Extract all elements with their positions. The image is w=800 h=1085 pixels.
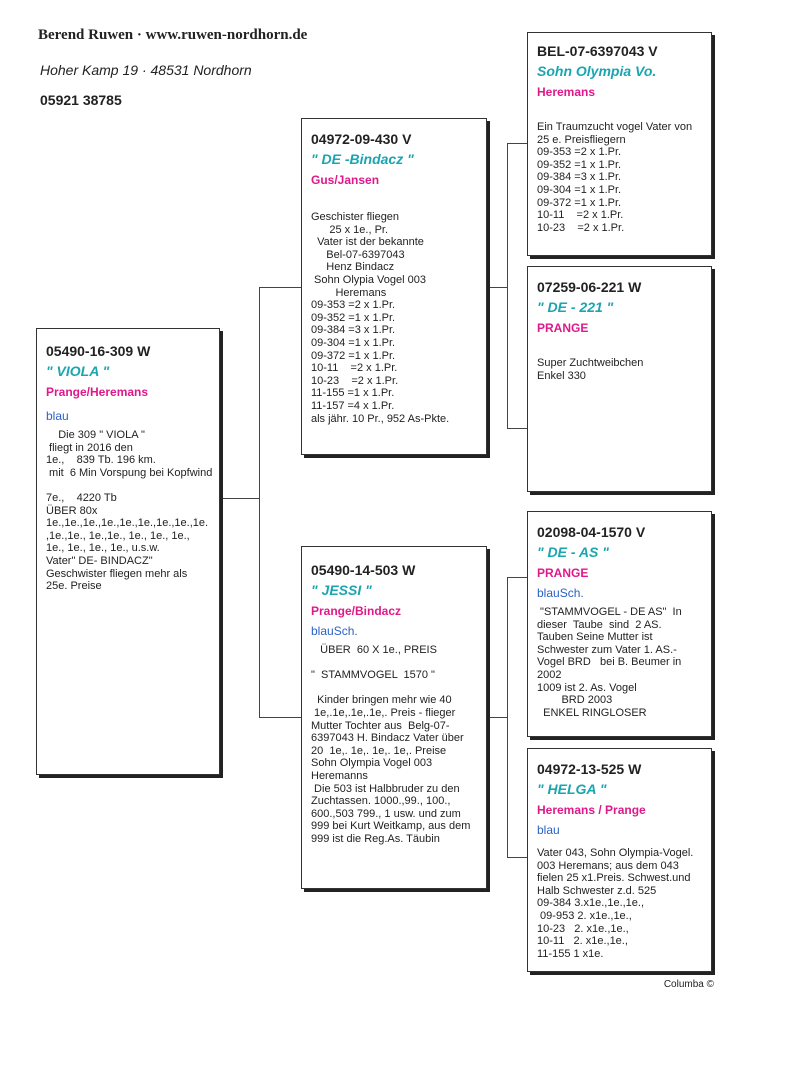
connector-to-mm xyxy=(507,857,527,858)
pigeon-name: Sohn Olympia Vo. xyxy=(537,63,657,79)
pigeon-description: "STAMMVOGEL - DE AS" In dieser Taube sind 2 AS. Tauben Seine Mutter ist Schwester zum Vater 1. AS.- Vogel BRD bei B. Beumer in 2002 1009 ist 2. As. Vogel BRD 2003 ENKEL RINGLOSER xyxy=(537,606,682,719)
pigeon-card-mother xyxy=(301,546,487,889)
connector-subject-out xyxy=(220,498,260,499)
ring-number: 07259-06-221 W xyxy=(537,279,642,295)
pigeon-card-paternal-grandmother xyxy=(527,266,712,492)
pigeon-description: Geschister fliegen 25 x 1e., Pr. Vater ist der bekannte Bel-07-6397043 Henz Bindacz Sohn Olypia Vogel 003 Heremans 09-353 =2 x 1.Pr. 09-352 =1 x 1.Pr. 09-384 =3 x 1.Pr. 09-304 =1 x 1.Pr. 09-372 =1 x 1.Pr. 10-11 =2 x 1.Pr. 10-23 =2 x 1.Pr. 11-155 =1 x 1.Pr. 11-157 =4 x 1.Pr. als jähr. 10 Pr., 952 As-Pkte. xyxy=(311,211,450,425)
breeder-label: Prange/Bindacz xyxy=(311,604,402,618)
ring-number: 04972-09-430 V xyxy=(311,131,412,147)
pigeon-name: " HELGA " xyxy=(537,781,607,797)
connector-father-vertical xyxy=(507,143,508,429)
pigeon-description: Vater 043, Sohn Olympia-Vogel. 003 Heremans; aus dem 043 fielen 25 x1.Preis. Schwest.und Halb Schwester z.d. 525 09-384 3.x1e.,1e.,1e., 09-953 2. x1e.,1e., 10-23 2. x1e.,1e., 10-11 2. x1e.,1e., 11-155 1 x1e. xyxy=(537,847,694,960)
breeder-label: PRANGE xyxy=(537,566,589,580)
pigeon-description: Die 309 " VIOLA " fliegt in 2016 den 1e., 839 Tb. 196 km. mit 6 Min Vorspung bei Kopfwind 7e., 4220 Tb ÜBER 80x 1e.,1e.,1e.,1e.,1e.,1e.,1e.,1e.,1e. ,1e.,1e., 1e.,1e., 1e., 1e., 1e., 1e., 1e., 1e., 1e., u.s.w. Vater" DE- BINDACZ" Geschwister fliegen mehr als 25e. Preise xyxy=(46,429,213,593)
connector-to-mf xyxy=(507,577,527,578)
color-label: blau xyxy=(537,823,560,837)
pigeon-description: Super Zuchtweibchen Enkel 330 xyxy=(537,357,644,382)
pigeon-card-subject xyxy=(36,328,220,775)
breeder-label: Gus/Jansen xyxy=(311,173,380,187)
color-label: blauSch. xyxy=(311,624,358,638)
ring-number: 04972-13-525 W xyxy=(537,761,642,777)
ring-number: 05490-16-309 W xyxy=(46,343,151,359)
copyright-footer: Columba © xyxy=(663,979,714,990)
connector-to-father xyxy=(259,287,301,288)
connector-to-ff xyxy=(507,143,527,144)
pigeon-card-paternal-grandfather xyxy=(527,32,712,256)
color-label: blau xyxy=(46,409,69,423)
color-label: blauSch. xyxy=(537,586,584,600)
connector-mother-vertical xyxy=(507,577,508,858)
connector-father-out xyxy=(487,287,508,288)
pigeon-card-father xyxy=(301,118,487,455)
pigeon-name: " DE -Bindacz " xyxy=(311,151,414,167)
pigeon-card-maternal-grandfather xyxy=(527,511,712,737)
pigeon-card-maternal-grandmother xyxy=(527,748,712,972)
pigeon-description: ÜBER 60 X 1e., PREIS " STAMMVOGEL 1570 " Kinder bringen mehr wie 40 1e,.1e,.1e,.1e,. Preis - flieger Mutter Tochter aus Belg-07- 6397043 H. Bindacz Vater über 20 1e,. 1e,. 1e,. 1e,. Preise Sohn Olympia Vogel 003 Heremanns Die 503 ist Halbbruder zu den Zuchtassen. 1000.,99., 100., 600.,503 799., 1 usw. und zum 999 bei Kurt Weitkamp, aus dem 999 ist die Reg.As. Täubin xyxy=(311,644,471,845)
breeder-label: Heremans / Prange xyxy=(537,803,646,817)
connector-to-fm xyxy=(507,428,527,429)
breeder-phone: 05921 38785 xyxy=(40,92,122,108)
breeder-address: Hoher Kamp 19 · 48531 Nordhorn xyxy=(40,62,252,78)
connector-gen1-vertical xyxy=(259,287,260,718)
pigeon-description: Ein Traumzucht vogel Vater von 25 e. Preisfliegern 09-353 =2 x 1.Pr. 09-352 =1 x 1.Pr. 09-384 =3 x 1.Pr. 09-304 =1 x 1.Pr. 09-372 =1 x 1.Pr. 10-11 =2 x 1.Pr. 10-23 =2 x 1.Pr. xyxy=(537,121,693,234)
breeder-label: Prange/Heremans xyxy=(46,385,149,399)
pigeon-name: " DE - AS " xyxy=(537,544,609,560)
ring-number: BEL-07-6397043 V xyxy=(537,43,658,59)
connector-mother-out xyxy=(487,717,508,718)
pigeon-name: " VIOLA " xyxy=(46,363,110,379)
pigeon-name: " DE - 221 " xyxy=(537,299,614,315)
breeder-label: Heremans xyxy=(537,85,596,99)
pigeon-name: " JESSI " xyxy=(311,582,372,598)
breeder-name-website: Berend Ruwen · www.ruwen-nordhorn.de xyxy=(38,27,308,43)
ring-number: 02098-04-1570 V xyxy=(537,524,646,540)
connector-to-mother xyxy=(259,717,301,718)
ring-number: 05490-14-503 W xyxy=(311,562,416,578)
breeder-label: PRANGE xyxy=(537,321,589,335)
